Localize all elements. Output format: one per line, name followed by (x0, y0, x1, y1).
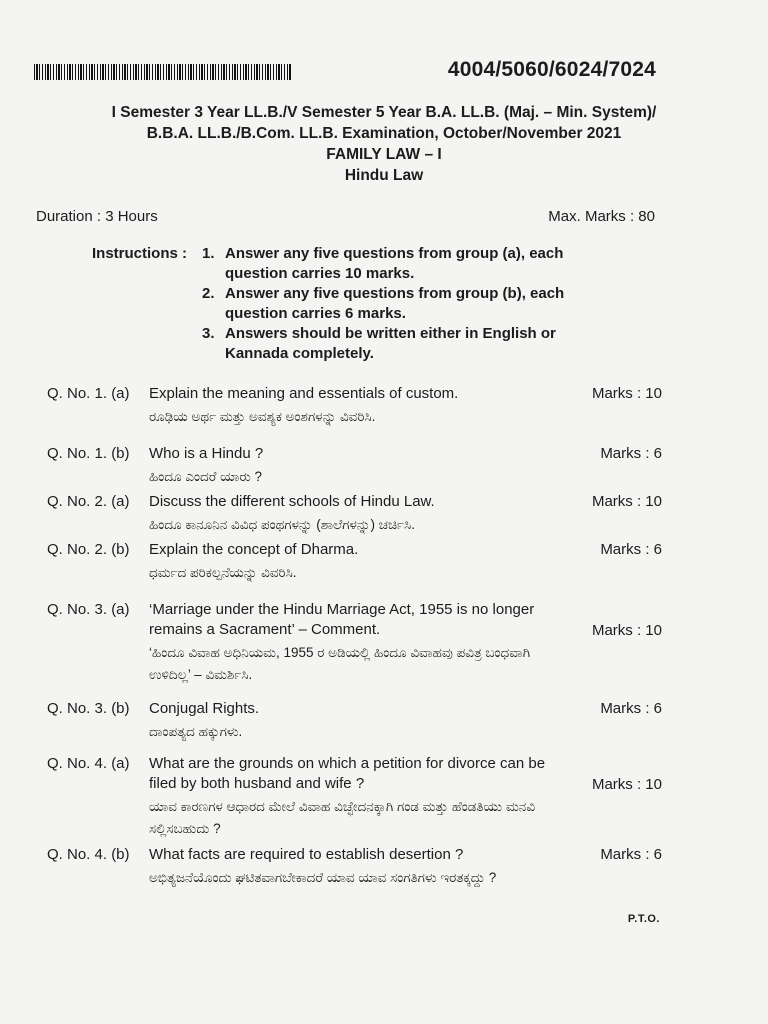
question-text-english: Conjugal Rights. (149, 700, 260, 717)
question-text-kannada: ಹಿಂದೂ ಎಂದರೆ ಯಾರು ? (149, 469, 263, 484)
question-marks: Marks : 6 (600, 846, 662, 863)
barcode-graphic (34, 64, 292, 80)
question-label: Q. No. 2. (a) (47, 493, 130, 510)
instructions-label: Instructions : (92, 245, 188, 262)
question-text-kannada: ಅಭಿತ್ಯಜನೆಯೊಂದು ಘಟಿತವಾಗಬೇಕಾದರೆ ಯಾವ ಯಾವ ಸಂಗತಿಗಳು ಇರತಕ್ಕದ್ದು ? (149, 870, 497, 885)
exam-title-line-2: B.B.A. LL.B./B.Com. LL.B. Examination, October/November 2021 (146, 125, 622, 142)
max-marks-text: Max. Marks : 80 (548, 208, 655, 225)
question-body (149, 384, 574, 428)
instruction-item (202, 324, 602, 364)
question-label: Q. No. 4. (b) (47, 846, 130, 863)
question-body (149, 699, 574, 743)
instruction-number: 2. (202, 285, 215, 302)
question-text-kannada: ದಾಂಪತ್ಯದ ಹಕ್ಕುಗಳು. (149, 724, 243, 739)
duration-text: Duration : 3 Hours (36, 208, 158, 225)
question-text-kannada: ರೂಢಿಯ ಅರ್ಥ ಮತ್ತು ಅವಶ್ಯಕ ಅಂಶಗಳನ್ನು ವಿವರಿಸಿ. (149, 409, 376, 424)
question-body (149, 754, 574, 840)
question-text-kannada: ಧರ್ಮದ ಪರಿಕಲ್ಪನೆಯನ್ನು ವಿವರಿಸಿ. (149, 565, 297, 580)
question-label: Q. No. 1. (b) (47, 445, 130, 462)
instruction-text: Answer any five questions from group (b), each question carries 6 marks. (225, 285, 565, 322)
instruction-text: Answers should be written either in English or Kannada completely. (225, 325, 556, 362)
question-marks: Marks : 10 (591, 493, 662, 510)
question-text-english: Explain the concept of Dharma. (149, 541, 359, 558)
question-text-kannada: ‘ಹಿಂದೂ ವಿವಾಹ ಅಧಿನಿಯಮ, 1955 ರ ಅಡಿಯಲ್ಲಿ ಹಿಂದೂ ವಿವಾಹವು ಪವಿತ್ರ ಬಂಧವಾಗಿ ಉಳಿದಿಲ್ಲ’ – ವಿಮರ್ಶಿಸಿ. (149, 645, 531, 682)
instruction-item (202, 244, 602, 284)
question-text-english: What facts are required to establish desertion ? (149, 846, 464, 863)
instruction-text: Answer any five questions from group (a), each question carries 10 marks. (225, 245, 564, 282)
pto-footer: P.T.O. (627, 913, 660, 925)
question-marks: Marks : 10 (591, 776, 662, 793)
question-label: Q. No. 2. (b) (47, 541, 130, 558)
question-text-english: Discuss the different schools of Hindu Law. (149, 493, 435, 510)
paper-code: 4004/5060/6024/7024 (447, 58, 656, 81)
question-text-english: Explain the meaning and essentials of custom. (149, 385, 459, 402)
question-text-kannada: ಯಾವ ಕಾರಣಗಳ ಆಧಾರದ ಮೇಲೆ ವಿವಾಹ ವಿಚ್ಛೇದನಕ್ಕಾಗಿ ಗಂಡ ಮತ್ತು ಹೆಂಡತಿಯು ಮನವಿ ಸಲ್ಲಿಸಬಹುದು ? (149, 799, 536, 836)
exam-title-line-1: I Semester 3 Year LL.B./V Semester 5 Year B.A. LL.B. (Maj. – Min. System)/ (111, 104, 657, 121)
instruction-item (202, 284, 602, 324)
question-body (149, 492, 574, 536)
question-body (149, 845, 574, 889)
question-text-english: Who is a Hindu ? (149, 445, 264, 462)
question-body (149, 444, 574, 488)
question-marks: Marks : 10 (591, 385, 662, 402)
subject-subtitle: Hindu Law (344, 167, 424, 184)
instruction-number: 3. (202, 325, 215, 342)
instruction-number: 1. (202, 245, 215, 262)
question-text-kannada: ಹಿಂದೂ ಕಾನೂನಿನ ವಿವಿಧ ಪಂಥಗಳನ್ನು (ಶಾಲೆಗಳನ್ನು) ಚರ್ಚಿಸಿ. (149, 517, 415, 532)
question-label: Q. No. 4. (a) (47, 755, 130, 772)
question-label: Q. No. 3. (a) (47, 601, 130, 618)
question-marks: Marks : 10 (591, 622, 662, 639)
question-text-english: What are the grounds on which a petition for divorce can be filed by both husband and wife ? (149, 755, 546, 792)
question-label: Q. No. 1. (a) (47, 385, 130, 402)
question-text-english: ‘Marriage under the Hindu Marriage Act, 1955 is no longer remains a Sacrament’ – Comment. (149, 601, 535, 638)
question-body (149, 540, 574, 584)
question-marks: Marks : 6 (600, 541, 662, 558)
subject-title: FAMILY LAW – I (326, 146, 442, 163)
question-marks: Marks : 6 (600, 445, 662, 462)
question-marks: Marks : 6 (600, 700, 662, 717)
exam-heading (0, 102, 768, 186)
question-label: Q. No. 3. (b) (47, 700, 130, 717)
question-body (149, 600, 574, 686)
